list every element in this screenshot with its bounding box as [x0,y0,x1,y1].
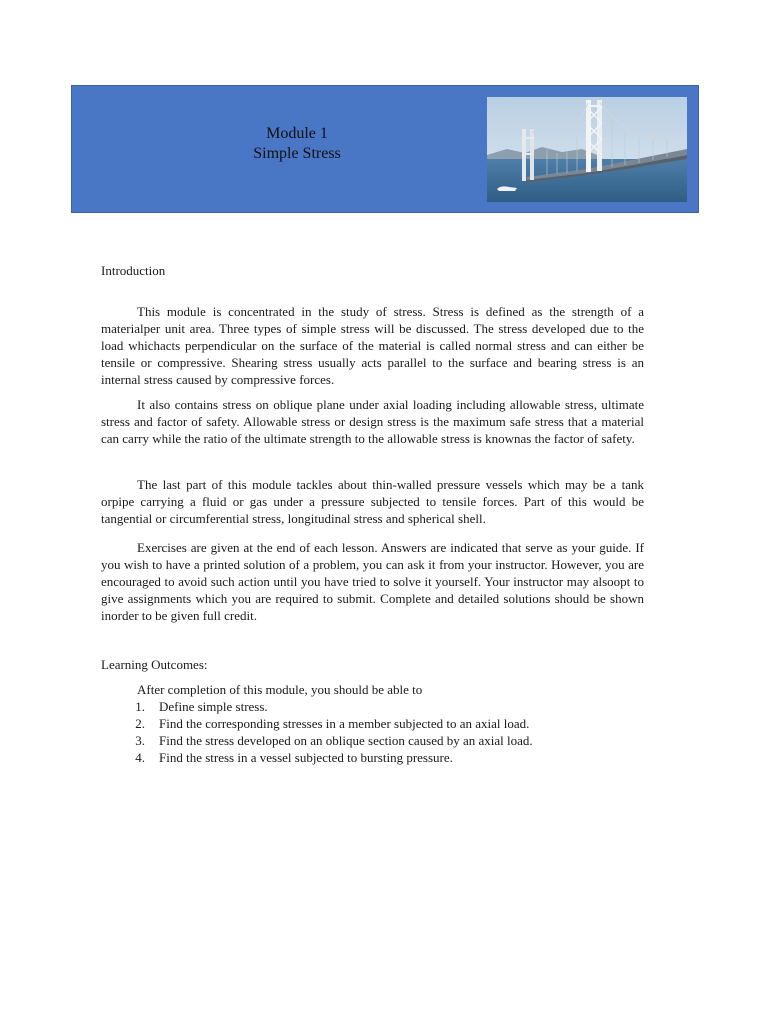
intro-paragraph-4: Exercises are given at the end of each lesson. Answers are indicated that serve as your guide. If you wish to have a printed solution of a problem, you can ask it from your instructor. However, you are encouraged to avoid such action until you have tried to solve it yourself. Your instructor may alsoopt to give assignments which you are required to submit. Complete and detailed solutions should be shown inorder to be given full credit. [101,540,644,623]
list-item [137,749,533,766]
list-item-text: Find the stress in a vessel subjected to bursting pressure. [159,750,453,765]
banner-title [222,124,372,164]
bridge-photo [487,97,687,202]
list-item [137,732,533,749]
list-item-text: Find the stress developed on an oblique section caused by an axial load. [159,733,533,748]
intro-paragraph-3: The last part of this module tackles about thin-walled pressure vessels which may be a tank orpipe carrying a fluid or gas under a pressure subjected to tensile forces. Part of this would be tangential or circumferential stress, longitudinal stress and spherical shell. [101,477,644,526]
module-banner [71,85,699,213]
learning-outcomes-list [137,698,533,766]
intro-paragraph-2: It also contains stress on oblique plane under axial loading including allowable stress, ultimate stress and factor of safety. Allowable stress or design stress is the maximum safe stress that a material can carry while the ratio of the ultimate strength to the allowable stress is knownas the factor of safety. [101,397,644,446]
list-item-number: 3. [135,733,145,748]
list-item-text: Define simple stress. [159,699,268,714]
learning-outcomes-lead: After completion of this module, you should be able to [137,682,423,697]
list-item [137,698,533,715]
list-item-number: 4. [135,750,145,765]
list-item-number: 1. [135,699,145,714]
module-subtitle: Simple Stress [253,145,341,162]
module-label: Module 1 [266,125,328,142]
list-item-text: Find the corresponding stresses in a member subjected to an axial load. [159,716,530,731]
introduction-heading: Introduction [101,263,166,278]
list-item-number: 2. [135,716,145,731]
list-item [137,715,533,732]
learning-outcomes-heading: Learning Outcomes: [101,657,208,672]
intro-paragraph-1: This module is concentrated in the study of stress. Stress is defined as the strength of a materialper unit area. Three types of simple stress will be discussed. The stress developed due to the load whichacts perpendicular on the surface of the material is called normal stress and can either be tensile or compressive. Shearing stress usually acts parallel to the surface and bearing stress is an internal stress caused by compressive forces. [101,304,644,387]
